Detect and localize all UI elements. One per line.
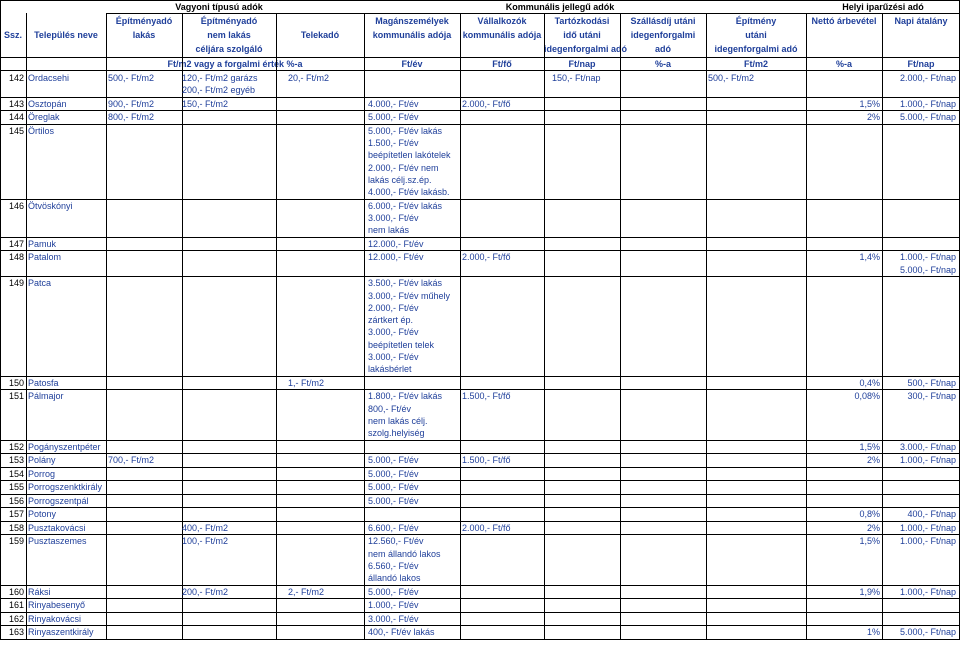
table-cell: zártkert ép.: [368, 315, 414, 326]
table-cell: lakásbérlet: [368, 364, 412, 375]
table-cell: 900,- Ft/m2: [108, 98, 155, 109]
row-divider: [0, 467, 960, 468]
settlement-name: Patca: [28, 278, 52, 289]
table-cell: 3.000,- Ft/év: [368, 213, 419, 224]
table-cell: 3.000,- Ft/nap: [899, 441, 956, 452]
table-cell: 1,5%: [859, 98, 880, 109]
row-number: 147: [8, 238, 24, 249]
row-divider: [0, 639, 960, 640]
table-cell: 1.000,- Ft/nap: [899, 98, 956, 109]
table-cell: 6.560,- Ft/év: [368, 560, 419, 571]
table-cell: 12.000,- Ft/év: [368, 238, 424, 249]
unit-vagyoni: Ft/m2 vagy a forgalmi érték %-a: [167, 59, 303, 69]
table-cell: 400,- Ft/év lakás: [368, 627, 435, 638]
settlement-name: Pamuk: [28, 238, 57, 249]
settlement-name: Rinyakovácsi: [28, 613, 82, 624]
table-cell: 1.500,- Ft/év: [368, 138, 419, 149]
row-divider: [0, 199, 960, 200]
table-cell: 800,- Ft/m2: [108, 112, 155, 123]
unit-maganszemelyek: Ft/év: [401, 59, 423, 69]
settlement-name: Örtilos: [28, 125, 55, 136]
column-divider: [460, 13, 461, 70]
group-vagyoni: Vagyoni típusú adók: [175, 2, 263, 12]
row-number: 148: [8, 252, 24, 263]
table-cell: 1,5%: [859, 441, 880, 452]
table-cell: 1.000,- Ft/nap: [899, 252, 956, 263]
header-vallalkozok-2: kommunális adója: [462, 30, 542, 40]
row-number: 160: [8, 586, 24, 597]
table-cell: 5.000,- Ft/év: [368, 482, 419, 493]
group-kommunalis: Kommunális jellegű adók: [505, 2, 615, 12]
column-divider: [806, 70, 807, 640]
header-epitmeny-nemlakas-2: nem lakás: [207, 30, 251, 40]
header-tartozkodasi-1: Tartózkodási: [554, 16, 610, 26]
column-divider: [0, 0, 1, 13]
table-cell: 3.000,- Ft/év: [368, 327, 419, 338]
table-cell: 400,- Ft/m2: [182, 522, 229, 533]
header-epitmeny-lakas-2: lakás: [132, 30, 156, 40]
column-divider: [460, 70, 461, 640]
settlement-name: Ötvöskónyi: [28, 200, 73, 211]
header-tartozkodasi-3: idegenforgalmi adó: [544, 44, 628, 54]
table-cell: 1,- Ft/m2: [288, 377, 325, 388]
row-number: 154: [8, 468, 24, 479]
settlement-name: Pusztaszemes: [28, 536, 87, 547]
header-maganszemelyek-2: kommunális adója: [372, 30, 452, 40]
header-napi: Napi átalány: [894, 16, 948, 26]
table-cell: 12.560,- Ft/év: [368, 536, 424, 547]
table-cell: 4.000,- Ft/év lakásb.: [368, 187, 450, 198]
table-cell: 1.000,- Ft/nap: [899, 522, 956, 533]
row-number: 153: [8, 455, 24, 466]
table-cell: 500,- Ft/m2: [708, 73, 755, 83]
column-divider: [276, 13, 277, 70]
row-number: 151: [8, 391, 24, 402]
header-vallalkozok-1: Vállalkozók: [477, 16, 527, 26]
settlement-name: Osztopán: [28, 98, 67, 109]
header-szallasdij-1: Szállásdíj utáni: [630, 16, 696, 26]
column-divider: [882, 70, 883, 640]
table-cell: 5.000,- Ft/nap: [899, 264, 956, 275]
column-divider: [706, 13, 707, 70]
header-tartozkodasi-2: idő utáni: [563, 30, 601, 40]
header-epitmeny-nemlakas-3: céljára szolgáló: [195, 44, 263, 54]
column-divider: [276, 70, 277, 640]
row-divider: [0, 494, 960, 495]
row-number: 146: [8, 200, 24, 211]
row-number: 159: [8, 536, 24, 547]
row-number: 155: [8, 482, 24, 493]
row-divider: [0, 276, 960, 277]
table-cell: 2.000,- Ft/nap: [899, 73, 956, 83]
table-cell: 2.000,- Ft/év nem: [368, 162, 439, 173]
row-divider: [0, 237, 960, 238]
column-divider: [706, 70, 707, 640]
table-cell: 1.800,- Ft/év lakás: [368, 391, 443, 402]
row-number: 145: [8, 125, 24, 136]
table-cell: 3.000,- Ft/év műhely: [368, 290, 451, 301]
table-cell: 1,4%: [859, 252, 880, 263]
table-cell: 200,- Ft/m2 egyéb: [182, 85, 256, 96]
table-cell: 20,- Ft/m2: [288, 73, 330, 83]
column-divider: [26, 70, 27, 640]
settlement-name: Ordacsehi: [28, 73, 70, 83]
table-cell: szolg.helyiség: [368, 428, 425, 439]
table-cell: 400,- Ft/nap: [907, 509, 956, 520]
table-cell: 5.000,- Ft/év: [368, 112, 419, 123]
table-cell: 3.000,- Ft/év: [368, 613, 419, 624]
header-epitmeny-lakas-1: Építményadó: [115, 16, 173, 26]
settlement-name: Rinyabesenyő: [28, 600, 86, 611]
row-number: 152: [8, 441, 24, 452]
column-divider: [620, 70, 621, 640]
settlement-name: Porrog: [28, 468, 56, 479]
row-divider: [106, 13, 960, 14]
table-cell: 1.500,- Ft/fő: [462, 455, 511, 466]
header-telepules: Település neve: [34, 30, 98, 40]
row-number: 144: [8, 112, 24, 123]
table-cell: nem lakás célj.: [368, 415, 428, 426]
table-cell: 2.000,- Ft/fő: [462, 98, 511, 109]
header-netto: Nettó árbevétel: [811, 16, 877, 26]
column-divider: [182, 13, 183, 70]
column-divider: [0, 70, 1, 640]
table-cell: állandó lakos: [368, 573, 421, 584]
settlement-name: Potony: [28, 509, 57, 520]
row-number: 150: [8, 377, 24, 388]
header-telekado: Telekadó: [300, 30, 340, 40]
table-cell: 12.000,- Ft/év: [368, 252, 424, 263]
table-cell: 5.000,- Ft/év: [368, 495, 419, 506]
table-cell: 5.000,- Ft/év lakás: [368, 125, 443, 136]
row-divider: [0, 480, 960, 481]
table-cell: 2%: [866, 112, 880, 123]
settlement-name: Rinyaszentkirály: [28, 627, 94, 638]
column-divider: [806, 13, 807, 70]
row-number: 157: [8, 509, 24, 520]
row-number: 161: [8, 600, 24, 611]
column-divider: [544, 70, 545, 640]
table-cell: 2%: [866, 522, 880, 533]
header-maganszemelyek-1: Magánszemélyek: [375, 16, 449, 26]
table-cell: 120,- Ft/m2 garázs: [182, 73, 258, 83]
row-divider: [0, 70, 960, 71]
table-cell: 0,8%: [859, 509, 880, 520]
table-cell: nem állandó lakos: [368, 548, 441, 559]
column-divider: [620, 13, 621, 70]
table-cell: 500,- Ft/nap: [907, 377, 956, 388]
table-cell: beépítetlen lakótelek: [368, 150, 451, 161]
column-divider: [26, 13, 27, 70]
table-cell: 1.000,- Ft/nap: [899, 536, 956, 547]
column-divider: [106, 13, 107, 70]
table-cell: 1%: [866, 627, 880, 638]
column-divider: [106, 70, 107, 640]
table-cell: 6.600,- Ft/év: [368, 522, 419, 533]
row-divider: [0, 124, 960, 125]
table-cell: 6.000,- Ft/év lakás: [368, 200, 443, 211]
table-cell: 700,- Ft/m2: [108, 455, 155, 466]
row-number: 142: [8, 73, 24, 83]
table-cell: 2.000,- Ft/fő: [462, 252, 511, 263]
row-number: 156: [8, 495, 24, 506]
table-cell: 150,- Ft/nap: [552, 73, 601, 83]
table-cell: 3.500,- Ft/év lakás: [368, 278, 443, 289]
column-divider: [544, 13, 545, 70]
unit-vallalkozok: Ft/fő: [492, 59, 512, 69]
table-cell: 1.000,- Ft/nap: [899, 586, 956, 597]
row-number: 149: [8, 278, 24, 289]
table-cell: 1.000,- Ft/év: [368, 600, 419, 611]
header-epitmeny-ifa-1: Építmény: [735, 16, 777, 26]
table-cell: lakás célj.sz.ép.: [368, 175, 432, 185]
table-cell: 2%: [866, 455, 880, 466]
settlement-name: Porrogszentpál: [28, 495, 89, 506]
settlement-name: Patosfa: [28, 377, 59, 388]
table-cell: 0,08%: [854, 391, 880, 402]
row-divider: [0, 57, 960, 58]
settlement-name: Ráksi: [28, 586, 51, 597]
table-cell: 150,- Ft/m2: [182, 98, 229, 109]
column-divider: [364, 70, 365, 640]
row-divider: [0, 0, 960, 1]
header-szallasdij-2: idegenforgalmi: [630, 30, 696, 40]
unit-tartozkodasi: Ft/nap: [568, 59, 596, 69]
header-epitmeny-ifa-3: idegenforgalmi adó: [714, 44, 798, 54]
table-cell: beépítetlen telek: [368, 339, 435, 350]
table-cell: 200,- Ft/m2: [182, 586, 229, 597]
table-cell: 5.000,- Ft/év: [368, 586, 419, 597]
unit-napi: Ft/nap: [907, 59, 935, 69]
table-cell: 1,5%: [859, 536, 880, 547]
table-cell: 4.000,- Ft/év: [368, 98, 419, 109]
header-szallasdij-3: adó: [654, 44, 671, 54]
row-number: 163: [8, 627, 24, 638]
table-cell: 3.000,- Ft/év: [368, 352, 419, 362]
row-divider: [0, 612, 960, 613]
settlement-name: Polány: [28, 455, 56, 466]
table-cell: 1.500,- Ft/fő: [462, 391, 511, 402]
row-number: 143: [8, 98, 24, 109]
table-cell: 5.000,- Ft/nap: [899, 627, 956, 638]
table-cell: 5.000,- Ft/nap: [899, 112, 956, 123]
header-ssz: Ssz.: [3, 30, 22, 40]
group-helyi-ipar: Helyi iparűzési adó: [842, 2, 924, 12]
settlement-name: Pusztakovácsi: [28, 522, 86, 533]
table-cell: 2,- Ft/m2: [288, 586, 325, 597]
table-cell: 800,- Ft/év: [368, 403, 412, 414]
row-number: 158: [8, 522, 24, 533]
table-cell: 0,4%: [859, 377, 880, 388]
settlement-name: Pálmajor: [28, 391, 64, 402]
header-epitmeny-ifa-2: utáni: [745, 30, 767, 40]
table-cell: 1,9%: [859, 586, 880, 597]
settlement-name: Öreglak: [28, 112, 60, 123]
settlement-name: Pogányszentpéter: [28, 441, 101, 452]
column-divider: [182, 70, 183, 640]
column-divider: [364, 13, 365, 70]
table-cell: 100,- Ft/m2: [182, 536, 229, 547]
table-cell: nem lakás: [368, 225, 410, 236]
table-cell: 2.000,- Ft/fő: [462, 522, 511, 533]
table-cell: 5.000,- Ft/év: [368, 455, 419, 466]
unit-szallasdij: %-a: [654, 59, 671, 69]
settlement-name: Porrogszenktkirály: [28, 482, 103, 493]
header-epitmeny-nemlakas-1: Építményadó: [200, 16, 258, 26]
row-number: 162: [8, 613, 24, 624]
table-cell: 300,- Ft/nap: [907, 391, 956, 402]
unit-netto: %-a: [835, 59, 852, 69]
column-divider: [882, 13, 883, 70]
table-cell: 500,- Ft/m2: [108, 73, 155, 83]
settlement-name: Patalom: [28, 252, 62, 263]
row-divider: [0, 598, 960, 599]
table-cell: 1.000,- Ft/nap: [899, 455, 956, 466]
table-cell: 5.000,- Ft/év: [368, 468, 419, 479]
table-cell: 2.000,- Ft/év: [368, 302, 419, 313]
column-divider: [0, 13, 1, 70]
unit-epitmeny-ifa: Ft/m2: [743, 59, 768, 69]
